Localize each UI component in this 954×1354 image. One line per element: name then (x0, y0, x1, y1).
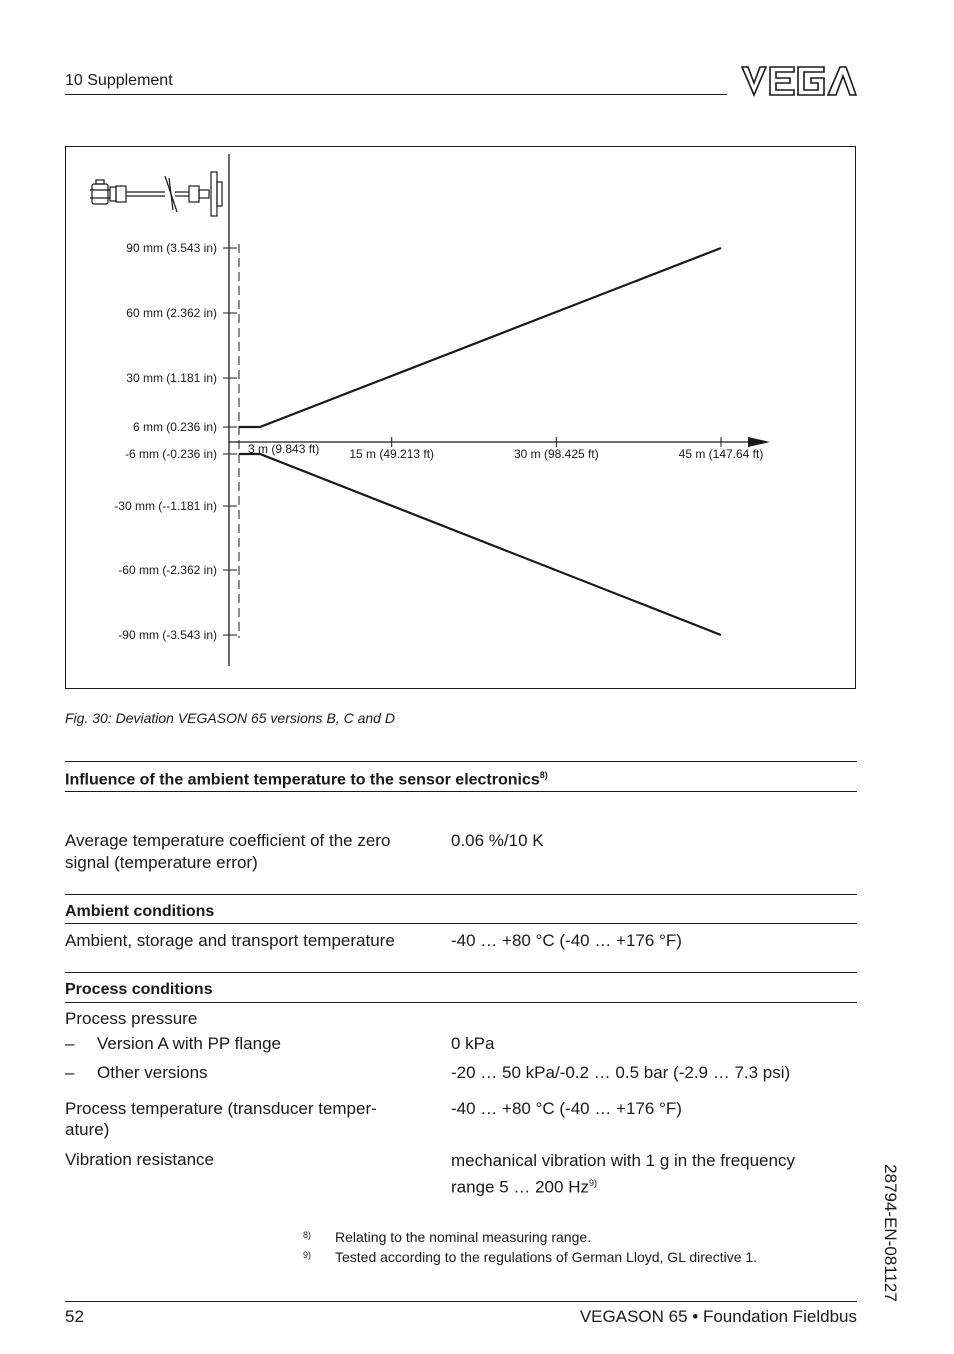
section-divider (65, 791, 857, 792)
row-value-vibration: mechanical vibration with 1 g in the frequency range 5 … 200 Hz$^{9)}$ (451, 1151, 795, 1197)
section-divider (65, 1002, 857, 1003)
section-title-ambient-conditions: Ambient conditions (65, 903, 215, 920)
row-label-ambient-temp: Ambient, storage and transport temperature (65, 931, 395, 950)
y-tick-label: -60 mm (-2.362 in) (118, 563, 217, 577)
y-tick-label: 30 mm (1.181 in) (126, 371, 217, 385)
x-tick-label: 15 m (49.213 ft) (349, 447, 435, 461)
footnote-mark: 8) (303, 1230, 312, 1240)
footnote-text: Relating to the nominal measuring range. (335, 1229, 592, 1245)
row-label-process-pressure: Process pressure (65, 1009, 198, 1028)
row-label-other-versions: Other versions (97, 1063, 208, 1082)
row-value-version-a: 0 kPa (451, 1034, 495, 1053)
header-divider (65, 94, 727, 95)
row-label-process-temp: Process temperature (transducer temper- ature) (65, 1099, 377, 1139)
x-tick-label: 45 m (147.64 ft) (678, 447, 764, 461)
row-value-process-temp: -40 … +80 °C (-40 … +176 °F) (451, 1099, 682, 1118)
y-tick-label: -6 mm (-0.236 in) (124, 447, 217, 461)
section-header: 10 Supplement (65, 72, 173, 89)
y-tick-label: 60 mm (2.362 in) (126, 306, 217, 320)
list-dash: – (65, 1034, 75, 1053)
footer-title: VEGASON 65 • Foundation Fieldbus (579, 1307, 857, 1326)
section-divider (65, 894, 857, 895)
y-tick-label: -30 mm (--1.181 in) (114, 499, 217, 513)
lower-deviation-line (239, 454, 721, 635)
footnote-text: Tested according to the regulations of German Lloyd, GL directive 1. (335, 1249, 758, 1265)
x-tick-label: 30 m (98.425 ft) (513, 447, 599, 461)
footnote-mark: 9) (303, 1250, 312, 1260)
document-code: 28794-EN-081127 (881, 1164, 900, 1302)
upper-deviation-line (239, 248, 721, 427)
section-divider (65, 761, 857, 762)
footer-divider (65, 1301, 857, 1302)
vega-logo (740, 63, 858, 99)
y-tick-label: 6 mm (0.236 in) (132, 420, 217, 434)
footnote-ref: 9) (588, 1178, 597, 1188)
figure-caption: Fig. 30: Deviation VEGASON 65 versions B, C and D (65, 710, 395, 726)
row-label-vibration: Vibration resistance (65, 1150, 214, 1169)
x-axis-arrow (748, 437, 770, 447)
list-dash: – (65, 1063, 75, 1082)
y-tick-label: -90 mm (-3.543 in) (118, 628, 217, 642)
section-divider (65, 972, 857, 973)
y-tick-label: 90 mm (3.543 in) (126, 241, 217, 255)
section-title-process-conditions: Process conditions (65, 981, 213, 998)
row-value-temp-coefficient: 0.06 %/10 K (451, 831, 544, 850)
sensor-icon (90, 172, 222, 216)
page-number: 52 (65, 1307, 84, 1326)
footnote-ref: 8) (539, 770, 548, 780)
deviation-chart (65, 146, 856, 689)
row-label-version-a: Version A with PP flange (97, 1034, 281, 1053)
x-tick-label: 3 m (9.843 ft) (248, 442, 320, 456)
section-divider (65, 923, 857, 924)
row-value-ambient-temp: -40 … +80 °C (-40 … +176 °F) (451, 931, 682, 950)
row-label-temp-coefficient: Average temperature coefficient of the zero signal (temperature error) (65, 831, 391, 872)
row-value-other-versions: -20 … 50 kPa/-0.2 … 0.5 bar (-2.9 … 7.3 psi) (451, 1063, 791, 1082)
section-title-ambient-influence: Influence of the ambient temperature to the sensor electronics$^{8)}$ (65, 770, 548, 789)
